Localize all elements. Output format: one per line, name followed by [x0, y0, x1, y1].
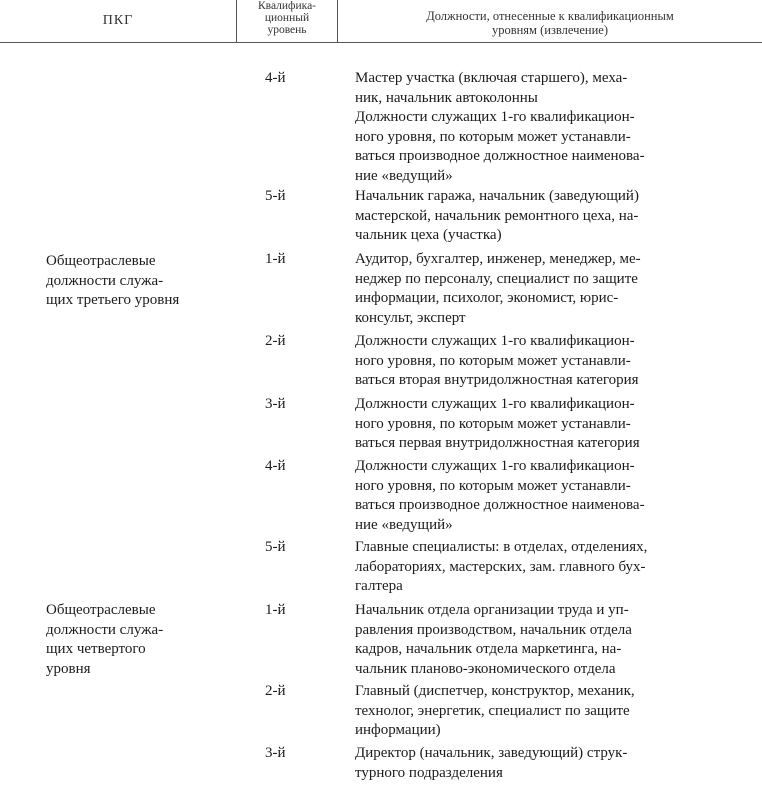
row-level: 4-й — [265, 458, 286, 474]
row-positions: Должности служащих 1-го квалификацион- ного уровня, по которым может устанавли- ваться производное должностное наименова- ние «ведущий» — [355, 458, 645, 533]
row-level: 1-й — [265, 251, 286, 267]
row-level: 4-й — [265, 70, 286, 86]
header-qualification-level: Квалифика- ционный уровень — [258, 0, 316, 36]
row-positions: Начальник гаража, начальник (заведующий) мастерской, начальник ремонтного цеха, на- чальник цеха (участка) — [355, 188, 639, 243]
row-positions: Должности служащих 1-го квалификацион- ного уровня, по которым может устанавли- ваться первая внутридолжностная категория — [355, 396, 640, 451]
row-level: 3-й — [265, 396, 286, 412]
row-level: 2-й — [265, 333, 286, 349]
row-positions: Мастер участка (включая старшего), меха- ник, начальник автоколонны Должности служащих 1-го квалификацион- ного уровня, по которым может устанавли- ваться производное должностное наименова- ние «ведущий» — [355, 70, 645, 184]
row-level: 5-й — [265, 539, 286, 555]
row-level: 2-й — [265, 683, 286, 699]
header-divider — [0, 42, 762, 43]
row-positions: Аудитор, бухгалтер, инженер, менеджер, ме- неджер по персоналу, специалист по защите информации, психолог, экономист, юрис- консульт, эксперт — [355, 251, 641, 326]
row-level: 5-й — [265, 188, 286, 204]
row-positions: Должности служащих 1-го квалификацион- ного уровня, по которым может устанавли- ваться вторая внутридолжностная категория — [355, 333, 639, 388]
row-level: 3-й — [265, 745, 286, 761]
row-positions: Директор (начальник, заведующий) струк- турного подразделения — [355, 745, 628, 781]
header-pkg: ПКГ — [102, 13, 134, 28]
row-positions: Главный (диспетчер, конструктор, механик, технолог, энергетик, специалист по защите информации) — [355, 683, 635, 738]
group-label-fourth-level: Общеотраслевые должности служа- щих четвертого уровня — [46, 602, 164, 677]
row-positions: Главные специалисты: в отделах, отделениях, лабораториях, мастерских, зам. главного бух- галтера — [355, 539, 648, 594]
group-label-third-level: Общеотраслевые должности служа- щих третьего уровня — [46, 253, 180, 308]
header-positions: Должности, отнесенные к квалификационным уровням (извлечение) — [426, 9, 674, 37]
row-level: 1-й — [265, 602, 286, 618]
row-positions: Начальник отдела организации труда и уп- равления производством, начальник отдела кадров, начальник отдела маркетинга, на- чальник планово-экономического отдела — [355, 602, 632, 677]
